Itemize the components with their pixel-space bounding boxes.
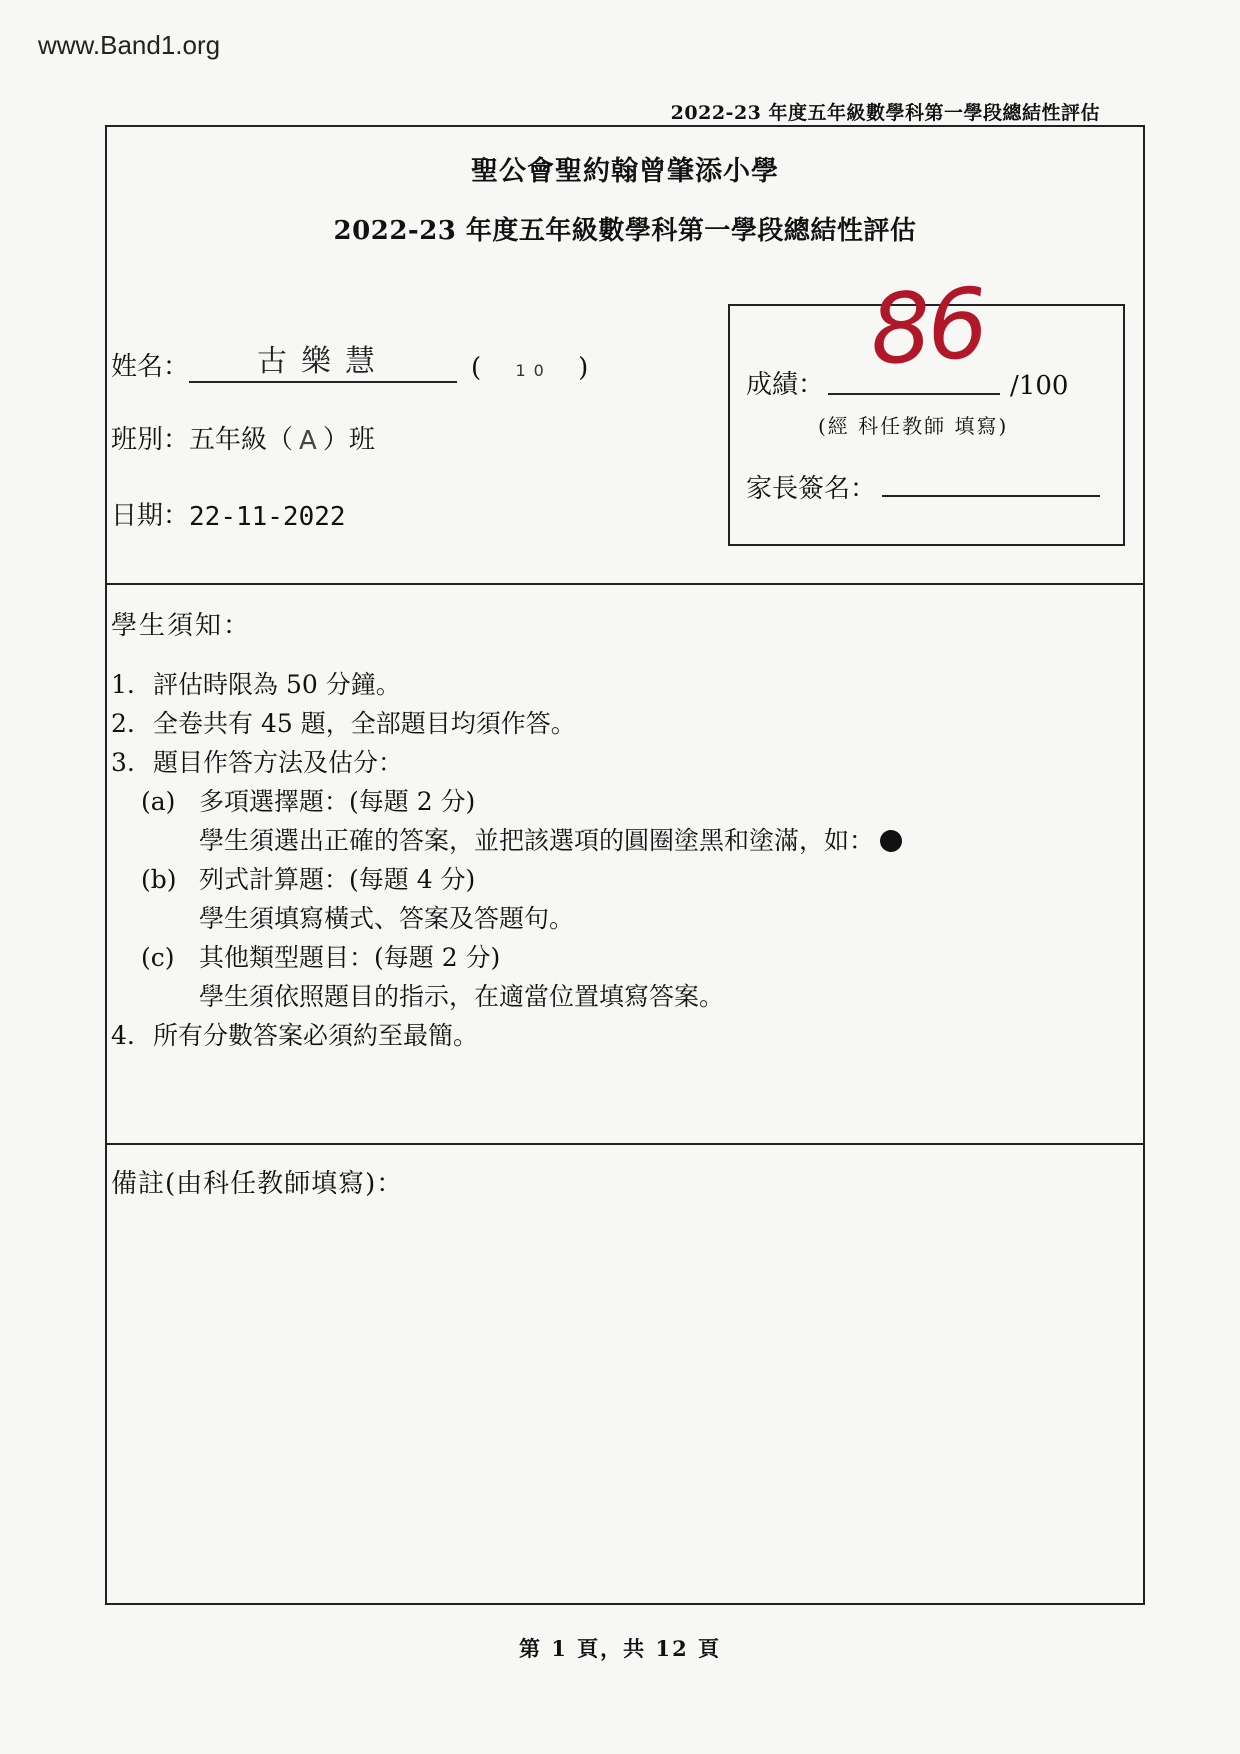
score-input[interactable]	[828, 383, 1000, 395]
sub-item-c: (c) 其他類型題目：(每題 2 分)	[141, 943, 501, 972]
list-item: 4. 所有分數答案必須約至最簡。	[111, 1021, 479, 1050]
class-number-value[interactable]: 10	[515, 361, 552, 380]
date-value: 22-11-2022	[189, 502, 346, 532]
score-total: /100	[1010, 371, 1069, 401]
parent-signature-row	[746, 468, 1100, 505]
class-field	[111, 419, 375, 456]
date-label: 日期：	[111, 501, 190, 531]
list-item: 1. 評估時限為 50 分鐘。	[111, 670, 401, 699]
handwritten-score: 86	[866, 267, 988, 387]
sub-item-a: (a) 多項選擇題：(每題 2 分)	[141, 787, 476, 816]
class-value[interactable]: A	[299, 426, 317, 456]
divider	[107, 583, 1143, 585]
filled-circle-icon	[880, 830, 902, 852]
title-block	[107, 149, 1143, 247]
score-box	[728, 267, 1125, 546]
sub-item-b: (b) 列式計算題：(每題 4 分)	[141, 865, 476, 894]
name-field	[111, 345, 596, 383]
score-note: (經 科任教師 填寫)	[818, 414, 1009, 438]
watermark: www.Band1.org	[38, 30, 221, 60]
list-item: 3. 題目作答方法及估分：	[111, 748, 404, 777]
notes-list	[111, 665, 902, 1055]
divider	[107, 1143, 1143, 1145]
date-field	[111, 495, 346, 532]
running-header: 2022-23 年度五年級數學科第一學段總結性評估	[670, 102, 1100, 124]
score-label: 成績：	[746, 370, 825, 400]
remarks-title: 備註(由科任教師填寫)：	[111, 1169, 404, 1199]
name-input[interactable]: 古樂慧	[189, 345, 457, 383]
class-number: ( 10 )	[471, 353, 597, 383]
sub-desc-a: 學生須選出正確的答案，並把該選項的圓圈塗黑和塗滿，如：	[111, 821, 902, 860]
class-label: 班別：五年級（	[111, 425, 294, 455]
cover-frame	[105, 125, 1145, 1605]
exam-title: 2022-23 年度五年級數學科第一學段總結性評估	[333, 216, 917, 246]
name-label: 姓名：	[111, 352, 190, 382]
parent-signature-input[interactable]	[882, 485, 1100, 497]
list-item: 2. 全卷共有 45 題，全部題目均須作答。	[111, 709, 576, 738]
notes-title: 學生須知：	[111, 611, 252, 641]
school-name: 聖公會聖約翰曾肇添小學	[471, 156, 779, 187]
sub-desc-c: 學生須依照題目的指示，在適當位置填寫答案。	[199, 982, 725, 1011]
sub-desc-b: 學生須填寫橫式、答案及答題句。	[199, 904, 575, 933]
page-footer: 第 1 頁，共 12 頁	[518, 1636, 722, 1661]
parent-signature-label: 家長簽名：	[746, 474, 877, 504]
class-suffix: ）班	[322, 425, 375, 455]
